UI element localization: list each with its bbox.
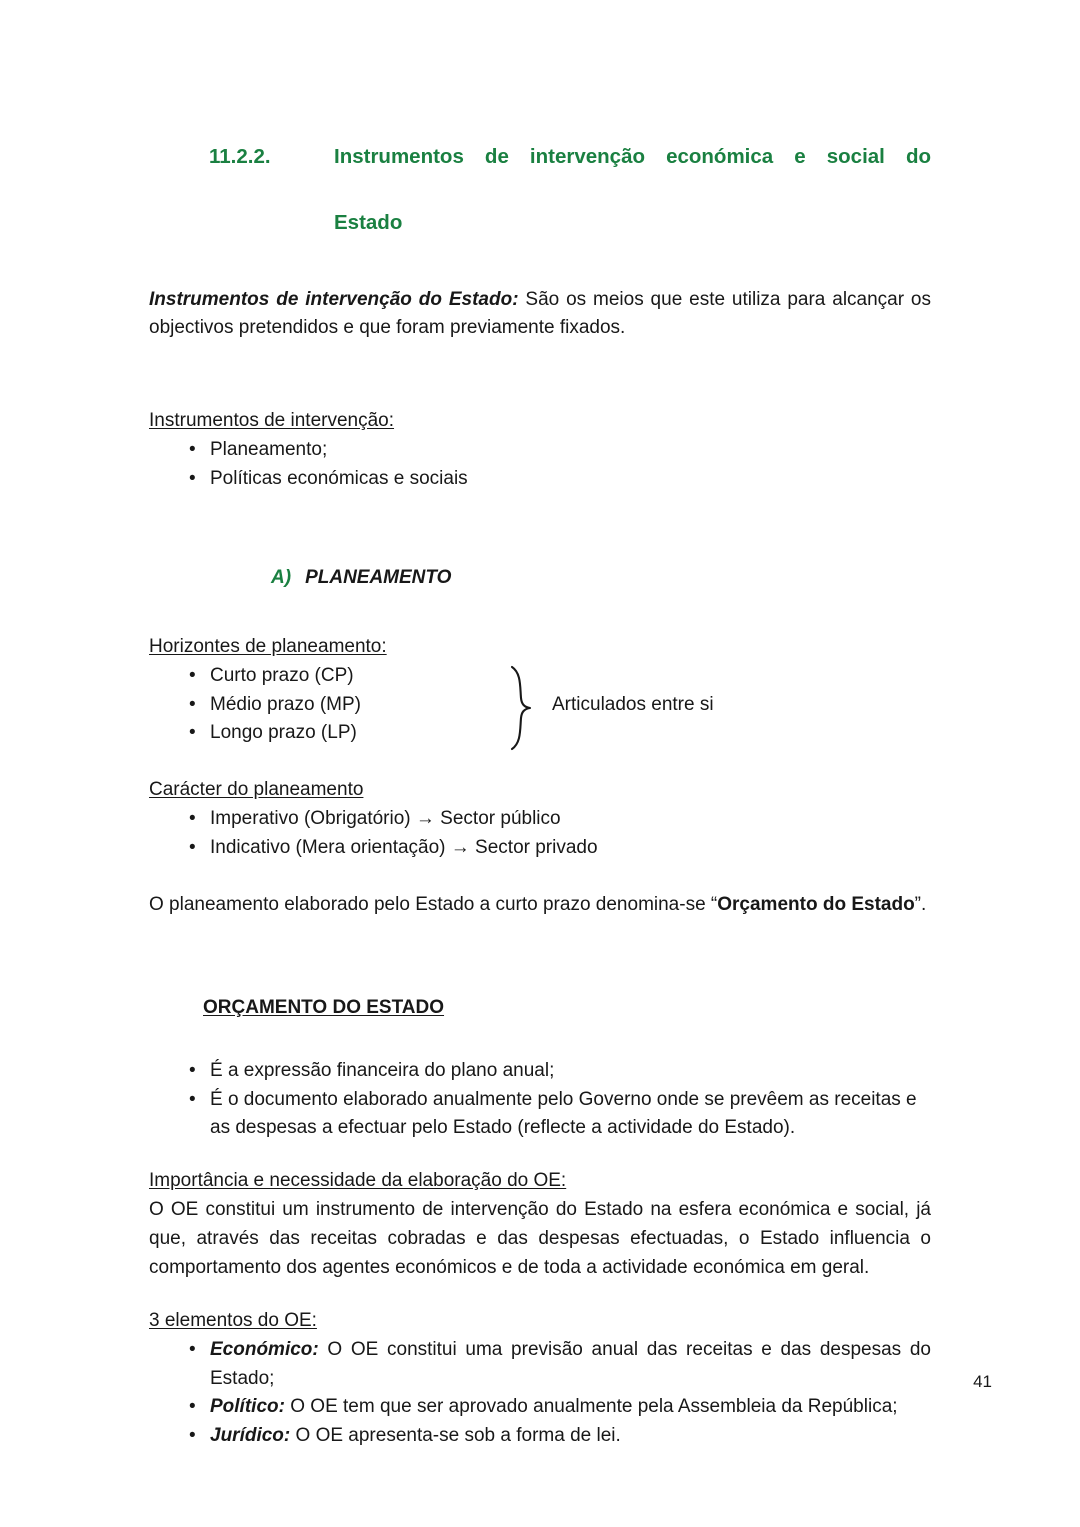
list-item-lead: Económico: [210, 1338, 319, 1360]
intro-lead: Instrumentos de intervenção do Estado: [149, 288, 519, 310]
list-item [149, 436, 931, 465]
horizontes-heading-text: Horizontes de planeamento: [149, 635, 387, 657]
instrumentos-heading [149, 407, 931, 436]
list-item [149, 1422, 931, 1451]
list-item [149, 691, 931, 720]
list-item-text: Políticas económicas e sociais [210, 468, 468, 490]
list-item-text: Planeamento; [210, 439, 328, 461]
elementos-list [149, 1336, 931, 1452]
importancia-heading-text: Importância e necessidade da elaboração do OE: [149, 1170, 567, 1192]
subsection-a-letter: A) [271, 566, 292, 588]
instrumentos-heading-text: Instrumentos de intervenção: [149, 410, 395, 432]
importancia-heading [149, 1167, 931, 1196]
list-item-text: Curto prazo (CP) [210, 664, 354, 686]
horizontes-brace-group [149, 662, 931, 749]
elementos-heading [149, 1307, 931, 1336]
page-number: 41 [973, 1372, 992, 1391]
caracter-heading [149, 776, 931, 805]
list-item-text: O OE apresenta-se sob a forma de lei. [290, 1425, 621, 1447]
list-item-lead: Político: [210, 1396, 285, 1418]
list-item-text: O OE constitui uma previsão anual das receitas e das despesas do Estado; [210, 1338, 931, 1389]
intro-paragraph [149, 286, 931, 344]
horizontes-heading [149, 633, 931, 662]
list-item [149, 1393, 931, 1422]
list-item-text: É a expressão financeira do plano anual; [210, 1059, 555, 1081]
subsection-a-label: PLANEAMENTO [305, 566, 452, 588]
list-item-text: O OE tem que ser aprovado anualmente pela Assembleia da República; [284, 1396, 898, 1418]
horizontes-list [149, 662, 931, 749]
list-item-text: É o documento elaborado anualmente pelo Governo onde se prevêem as receitas e as despesas a efectuar pelo Estado (reflecte a actividade do Estado). [210, 1088, 917, 1139]
list-item [149, 805, 931, 834]
list-item-text: Longo prazo (LP) [210, 722, 357, 744]
planeamento-paragraph [149, 891, 931, 920]
brace-label: Articulados entre si [552, 693, 714, 715]
list-item [149, 719, 931, 748]
list-item [149, 1086, 931, 1144]
caracter-heading-text: Carácter do planeamento [149, 779, 364, 801]
planeamento-paragraph-after: ”. [914, 893, 927, 915]
orcamento-heading-text: ORÇAMENTO DO ESTADO [203, 996, 445, 1018]
instrumentos-list [149, 436, 931, 494]
list-item-text: Médio prazo (MP) [210, 693, 361, 715]
section-heading [149, 140, 931, 240]
planeamento-paragraph-bold: Orçamento do Estado [717, 893, 915, 915]
list-item [149, 1057, 931, 1086]
list-item [149, 662, 931, 691]
caracter-list [149, 805, 931, 863]
list-item [149, 1336, 931, 1394]
planeamento-paragraph-before: O planeamento elaborado pelo Estado a curto prazo denomina-se “ [149, 893, 718, 915]
intro-body: São os meios que este utiliza para alcançar os objectivos pretendidos e que foram previamente fixados. [149, 288, 931, 339]
page-content [149, 140, 931, 1451]
list-item [149, 465, 931, 494]
orcamento-list [149, 1057, 931, 1144]
section-title-line-2: Estado [334, 211, 403, 235]
section-title [334, 140, 931, 240]
orcamento-heading [149, 994, 931, 1023]
list-item-lead: Jurídico: [210, 1425, 291, 1447]
list-item [149, 834, 931, 863]
elementos-heading-text: 3 elementos do OE: [149, 1309, 317, 1331]
list-item-text: Indicativo (Mera orientação) → Sector privado [210, 837, 598, 859]
importancia-paragraph: O OE constitui um instrumento de intervenção do Estado na esfera económica e social, já que, através das receitas cobradas e das despesas efectuadas, o Estado influencia o comportamento dos agentes económicos e de toda a actividade económica em geral. [149, 1199, 931, 1278]
curly-brace-icon [506, 664, 540, 752]
section-number: 11.2.2. [209, 145, 271, 168]
section-title-line-1: Instrumentos de intervenção económica e social do [334, 145, 931, 168]
list-item-text: Imperativo (Obrigatório) → Sector público [210, 808, 561, 830]
subsection-a-heading [149, 564, 931, 593]
